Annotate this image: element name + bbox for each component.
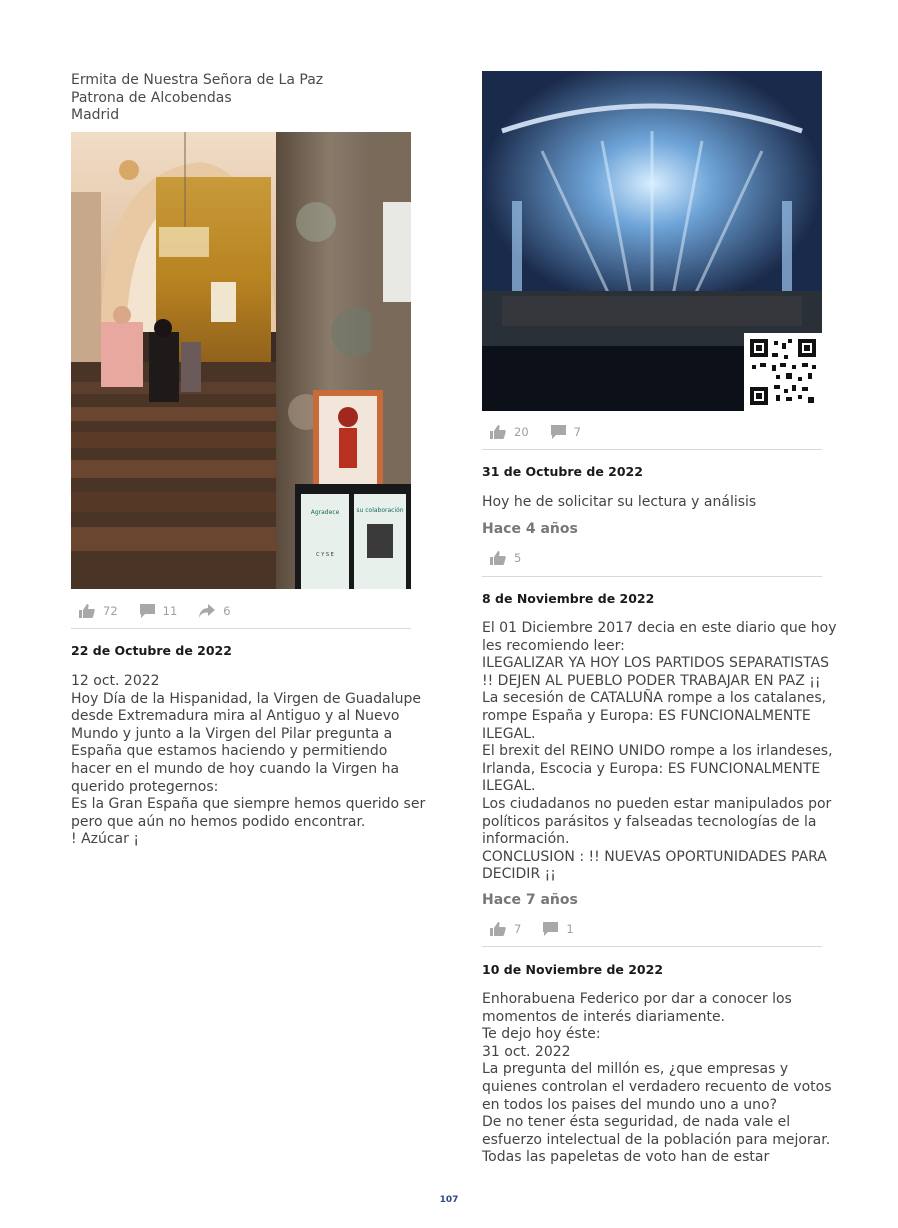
body-line: ILEGAL. [482,778,536,795]
body-line: pero que aún no hemos podido encontrar. [71,813,366,830]
body-line: Todas las papeletas de voto han de estar [482,1149,770,1166]
post-date: 10 de Noviembre de 2022 [482,962,664,977]
caption-line: Madrid [71,107,120,123]
thumbs-up-icon [490,551,506,565]
divider [482,576,822,577]
thumbs-up-icon [490,425,506,439]
like-button[interactable] [490,922,521,936]
post-body [482,991,832,1167]
like-count: 20 [514,425,529,439]
body-line: Te dejo hoy éste: [482,1026,601,1043]
body-line: momentos de interés diariamente. [482,1008,726,1025]
like-count: 72 [103,604,118,618]
post-age: Hace 7 años [482,892,578,908]
body-line: información. [482,831,570,848]
divider [482,449,822,450]
comment-count: 7 [573,425,581,439]
comment-icon [551,425,566,439]
right-stats-bar [490,422,603,442]
post-body [482,620,837,884]
body-line: desde Extremadura mira al Antiguo y al Nuevo [71,708,400,725]
body-line: 12 oct. 2022 [71,673,160,689]
share-count: 6 [223,604,231,618]
post2-stats [490,919,596,939]
body-line: rompe España y Europa: ES FUNCIONALMENTE [482,707,811,724]
body-line: ILEGAL. [482,725,536,742]
body-line: De no tener ésta seguridad, de nada vale el [482,1114,791,1131]
body-line: !! DEJEN AL PUEBLO PODER TRABAJAR EN PAZ ¡¡ [482,672,821,689]
body-line: Los ciudadanos no pueden estar manipulados por [482,795,832,812]
body-line: hacer en el mundo de hoy cuando la Virgen ha [71,760,400,777]
body-line: Irlanda, Escocia y Europa: ES FUNCIONALMENTE [482,760,821,777]
comment-icon [140,604,155,618]
post-age: Hace 4 años [482,521,578,537]
post-body [482,494,822,512]
divider [482,946,822,947]
concert-photo [482,71,822,411]
caption-line: Patrona de Alcobendas [71,89,232,106]
church-photo [71,132,411,589]
like-button[interactable] [79,604,118,618]
sign-collab: su colaboración [356,507,404,514]
sign-brand: C Y S E [316,552,334,558]
like-count: 5 [514,551,522,565]
comment-button[interactable] [140,604,178,618]
share-button[interactable] [199,604,230,618]
like-button[interactable] [490,551,521,565]
body-line: ILEGALIZAR YA HOY LOS PARTIDOS SEPARATISTAS [482,655,830,672]
caption-line: Ermita de Nuestra Señora de La Paz [71,72,324,88]
body-line: ! Azúcar ¡ [71,831,139,848]
body-line: El brexit del REINO UNIDO rompe a los irlandeses, [482,743,833,760]
thumbs-up-icon [490,922,506,936]
body-line: El 01 Diciembre 2017 decia en este diario que hoy [482,620,837,636]
body-line: España que estamos haciendo y permitiendo [71,743,388,760]
like-count: 7 [514,922,522,936]
page-number: 107 [439,1195,459,1205]
share-icon [199,604,215,618]
post-date: 8 de Noviembre de 2022 [482,591,655,606]
comment-count: 11 [162,604,178,618]
thumbs-up-icon [79,604,95,618]
body-line: quienes controlan el verdadero recuento de votos [482,1078,832,1095]
comment-icon [543,922,558,936]
post-date: 31 de Octubre de 2022 [482,464,643,479]
body-line: 31 oct. 2022 [482,1043,571,1060]
body-line: les recomiendo leer: [482,637,625,654]
body-line: Es la Gran España que siempre hemos querido ser [71,796,426,813]
sign-thanks: Agradece [310,509,340,516]
divider [71,628,411,629]
body-line: Enhorabuena Federico por dar a conocer los [482,991,792,1007]
body-line: políticos parásitos y falseadas tecnologías de la [482,813,817,830]
body-line: La secesión de CATALUÑA rompe a los catalanes, [482,690,827,707]
body-line: Hoy he de solicitar su lectura y análisis [482,494,757,510]
left-stats-bar [79,601,253,621]
comment-count: 1 [566,922,574,936]
comment-button[interactable] [551,425,581,439]
body-line: Mundo y junto a la Virgen del Pilar pregunta a [71,725,393,742]
body-line: querido protegernos: [71,778,219,795]
photo-caption [71,72,411,125]
post-date: 22 de Octubre de 2022 [71,643,232,658]
body-line: esfuerzo intelectual de la población para mejorar. [482,1131,831,1148]
body-line: La pregunta del millón es, ¿que empresas y [482,1061,789,1078]
body-line: CONCLUSION : !! NUEVAS OPORTUNIDADES PARA [482,848,827,865]
like-button[interactable] [490,425,529,439]
post-body [71,673,426,849]
comment-button[interactable] [543,922,573,936]
body-line: DECIDIR ¡¡ [482,866,556,883]
body-line: Hoy Día de la Hispanidad, la Virgen de Guadalupe [71,690,421,707]
post1-stats [490,548,543,568]
body-line: en todos los paises del mundo uno a uno? [482,1096,778,1113]
